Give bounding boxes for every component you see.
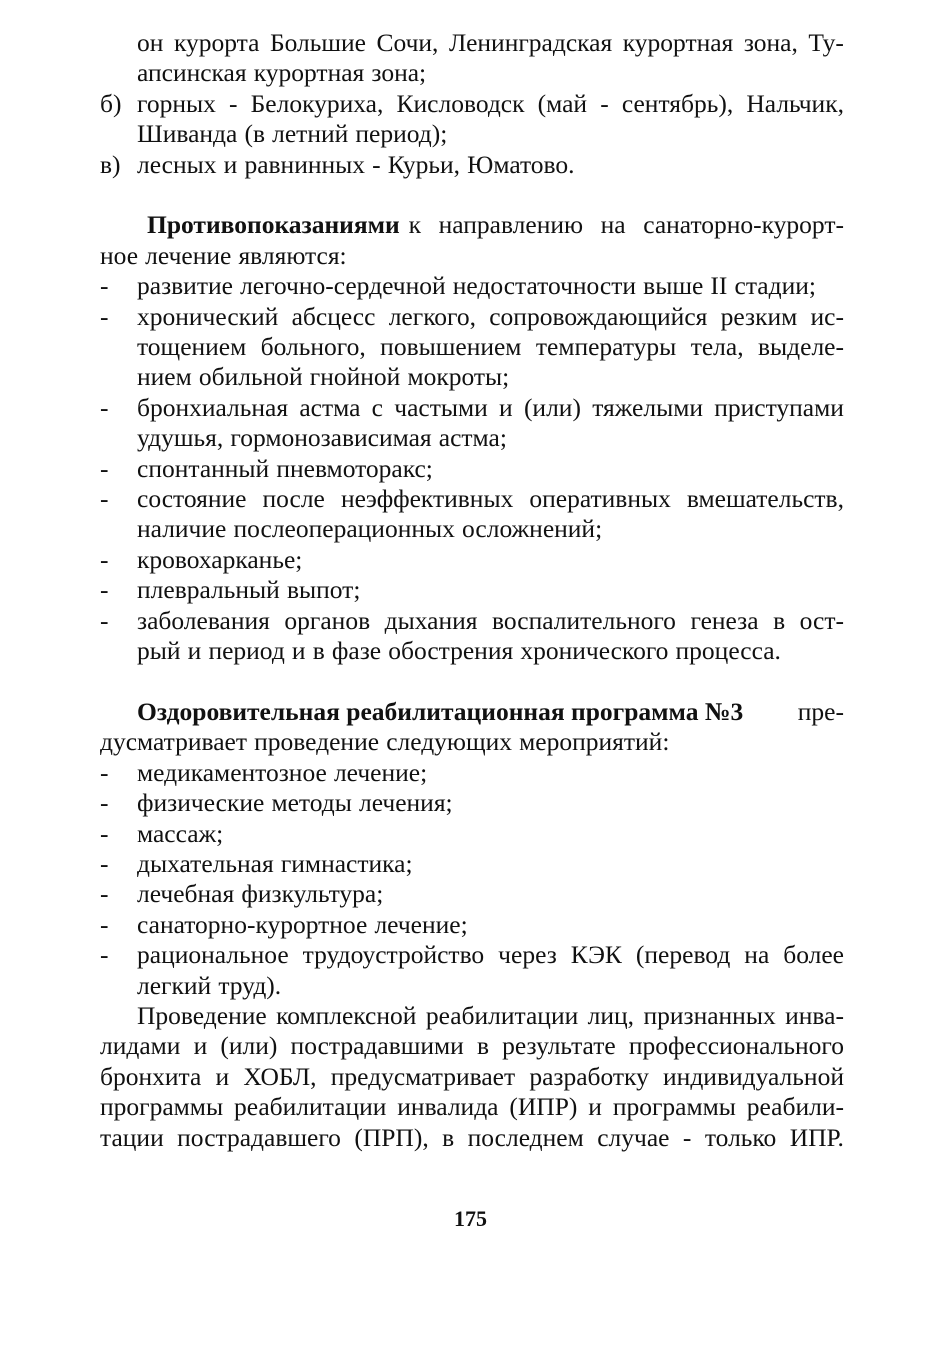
text-line: нием обильной гнойной мокроты; (137, 362, 510, 392)
resort-list (100, 89, 844, 180)
text-line: санаторно-курортное лечение; (137, 909, 468, 939)
text-line: заболевания органов дыхания воспалительного генеза в ост- (137, 605, 844, 635)
text-line: медикаментозное лечение; (137, 757, 428, 787)
heading-rest: пре- (797, 696, 844, 726)
text-line: тощением больного, повышением температуры тела, выделе- (137, 332, 844, 362)
contraindications-section (100, 210, 844, 666)
list-marker: - (100, 453, 109, 483)
program-section (100, 697, 844, 1001)
text-line: тации пострадавшего (ПРП), в последнем случае - только ИПР. (100, 1122, 844, 1152)
heading-rest: к направлению на санаторно-курорт- (408, 210, 844, 240)
text-line: лесных и равнинных - Курьи, Юматово. (137, 149, 575, 179)
list-marker: - (100, 757, 109, 787)
text-line: Проведение комплексной реабилитации лиц, признанных инва- (137, 1000, 844, 1030)
list-marker: - (100, 544, 109, 574)
list-item (100, 758, 844, 788)
text-line: бронхиальная астма с частыми и (или) тяжелыми приступами (137, 392, 844, 422)
list-marker: б) (100, 88, 122, 118)
section-heading (100, 697, 844, 727)
list-item (100, 910, 844, 940)
list-marker: в) (100, 149, 121, 179)
list-item (100, 393, 844, 454)
list-marker: - (100, 271, 109, 301)
program-list (100, 758, 844, 1001)
list-marker: - (100, 818, 109, 848)
list-marker: - (100, 301, 109, 331)
text-line: он курорта Большие Сочи, Ленинградская курортная зона, Ту- (137, 28, 844, 57)
heading-bold-term: Оздоровительная реабилитационная программа №3 (137, 696, 744, 726)
document-page (100, 28, 844, 1153)
text-line: бронхита и ХОБЛ, предусматривает разработку индивидуальной (100, 1061, 844, 1091)
text-line: состояние после неэффективных оперативных вмешательств, (137, 484, 844, 514)
text-line: легкий труд). (137, 970, 282, 1000)
list-marker: - (100, 575, 109, 605)
contraindications-list (100, 271, 844, 666)
list-item (100, 849, 844, 879)
text-line: апсинская курортная зона; (137, 58, 427, 88)
text-line: физические методы лечения; (137, 788, 453, 818)
list-item (100, 454, 844, 484)
text-line: дыхательная гимнастика; (137, 848, 413, 878)
page-number: 175 (454, 1206, 487, 1231)
text-line: горных - Белокуриха, Кисловодск (май - сентябрь), Нальчик, (137, 88, 844, 118)
list-marker: - (100, 848, 109, 878)
text-line: кровохарканье; (137, 544, 303, 574)
text-line: наличие послеоперационных осложнений; (137, 514, 603, 544)
heading-bold-term: Противопоказаниями (147, 210, 400, 240)
final-paragraph (100, 1001, 844, 1153)
list-marker: - (100, 940, 109, 970)
text-line: развитие легочно-сердечной недостаточности выше II стадии; (137, 271, 816, 301)
text-line: дусматривает проведение следующих мероприятий: (100, 727, 670, 757)
text-line: рациональное трудоустройство через КЭК (перевод на более (137, 940, 844, 970)
list-marker: - (100, 788, 109, 818)
section-heading (100, 210, 844, 240)
list-marker: - (100, 605, 109, 635)
text-line: лечебная физкультура; (137, 879, 384, 909)
list-item (100, 819, 844, 849)
text-line: Шиванда (в летний период); (137, 119, 448, 149)
list-item (100, 150, 844, 180)
text-line: удушья, гормонозависимая астма; (137, 423, 507, 453)
list-item (100, 484, 844, 545)
list-marker: - (100, 392, 109, 422)
list-item (100, 545, 844, 575)
list-item (100, 302, 844, 393)
text-line: рый и период и в фазе обострения хронического процесса. (137, 636, 781, 666)
text-line: лидами и (или) пострадавшими в результате профессионального (100, 1031, 844, 1061)
text-line: спонтанный пневмоторакс; (137, 453, 433, 483)
list-marker: - (100, 484, 109, 514)
resort-continuation (100, 28, 844, 89)
list-item (100, 575, 844, 605)
text-line: массаж; (137, 818, 224, 848)
list-item (100, 879, 844, 909)
text-line: программы реабилитации инвалида (ИПР) и программы реабили- (100, 1092, 844, 1122)
list-item (100, 788, 844, 818)
list-marker: - (100, 879, 109, 909)
list-item (100, 271, 844, 301)
list-item (100, 940, 844, 1001)
list-item (100, 89, 844, 150)
text-line: плевральный выпот; (137, 575, 361, 605)
text-line: ное лечение являются: (100, 240, 347, 270)
list-item (100, 606, 844, 667)
list-marker: - (100, 909, 109, 939)
text-line: хронический абсцесс легкого, сопровождающийся резким ис- (137, 301, 844, 331)
